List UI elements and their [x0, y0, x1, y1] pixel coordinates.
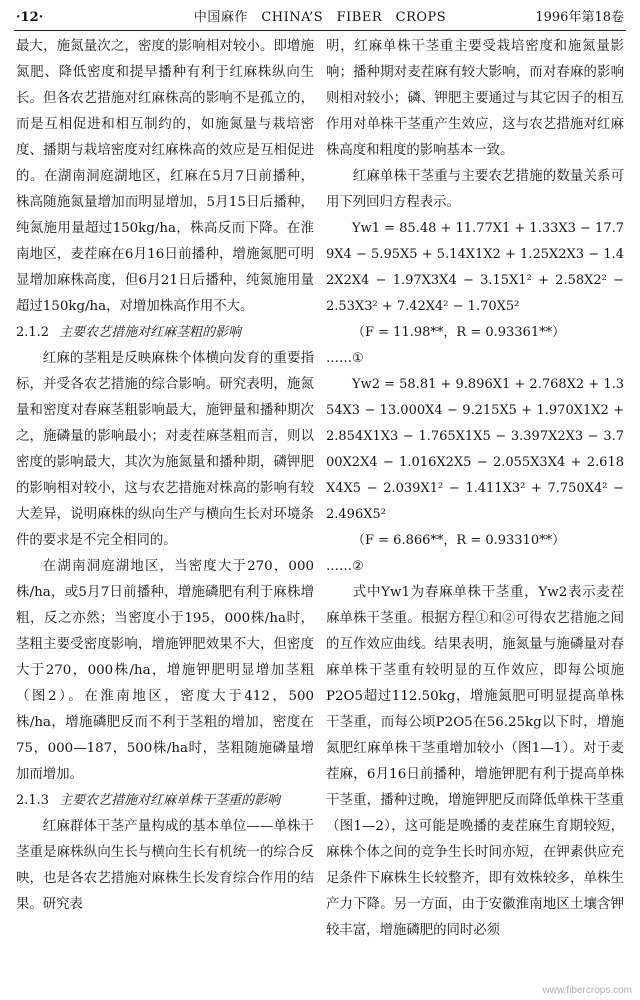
issue-label: 1996年第18卷	[535, 10, 624, 25]
regression-equation-1: Yw1 = 85.48 + 11.77X1 + 1.33X3 − 17.79X4 − 5.95X5 + 5.14X1X2 + 1.25X2X3 − 1.42X2X4 − 1.97X3X4 − 3.15X1² + 2.58X2² − 2.53X3² + 7.42X4² − 1.70X5²	[326, 221, 624, 314]
section-heading-2-1-3	[16, 788, 314, 814]
section-title: 主要农艺措施对红麻茎粗的影响	[59, 325, 242, 340]
paragraph: 式中Yw1为春麻单株干茎重，Yw2表示麦茬麻单株干茎重。根据方程①和②可得农艺措施之间的互作效应曲线。结果表明，施氮量与施磷量对春麻单株干茎重有较明显的互作效应，即每公顷施P2O5超过112.50kg，增施氮肥可明显提高单株干茎重，而每公顷P2O5在56.25kg以下时，增施氮肥红麻单株干茎重增加较小（图1—1）。对于麦茬麻，6月16日前播种，增施钾肥有利于提高单株干茎重，播种过晚，增施钾肥反而降低单株干茎重（图1—2），这可能是晚播的麦茬麻生育期较短，麻株个体之间的竞争生长时间亦短，在钾素供应充足条件下麻株生长较整齐，即有效株较多，单株生产力下降。另一方面，由于安徽淮南地区土壤含钾较丰富，增施磷肥的同时必须	[326, 585, 624, 938]
paragraph: 红麻单株干茎重与主要农艺措施的数量关系可用下列回归方程表示。	[326, 169, 624, 210]
equation-1-statistics: （F = 11.98**，R = 0.93361**）	[352, 325, 566, 340]
equation-2-statistics: （F = 6.866**，R = 0.93310**）	[352, 533, 566, 548]
paragraph: 在湖南洞庭湖地区，当密度大于270，000株/ha，或5月7日前播种，增施磷肥有利于麻株增粗，反之亦然；当密度小于195，000株/ha时，茎粗主要受密度影响，增施钾肥效果不大，但密度大于270，000株/ha，增施钾肥明显增加茎粗（图2）。在淮南地区，密度大于412，500株/ha，增施磷肥反而不利于茎粗的增加，密度在75，000—187，500株/ha时，茎粗随施磷量增加而增加。	[16, 559, 314, 782]
section-number: 2.1.2	[16, 325, 50, 340]
paragraph: 红麻的茎粗是反映麻株个体横向发育的重要指标，并受各农艺措施的综合影响。研究表明，施氮量和密度对春麻茎粗影响最大，施钾量和播种期次之，施磷量的影响最小；对麦茬麻茎粗而言，则以密度的影响最大，其次为施氮量和播种期，磷钾肥的影响相对较小，这与农艺措施对株高的影响有较大差异，说明麻株的纵向生产与横向生长对环境条件的要求是不完全相同的。	[16, 351, 314, 548]
section-heading-2-1-2	[16, 320, 314, 346]
equation-2-label: ……②	[326, 559, 364, 574]
regression-equation-2: Yw2 = 58.81 + 9.896X1 + 2.768X2 + 1.354X3 − 13.000X4 − 9.215X5 + 1.970X1X2 + 2.854X1X3 − 1.765X1X5 − 3.397X2X3 − 3.700X2X4 − 1.016X2X5 − 2.055X3X4 + 2.618X4X5 − 2.039X1² − 1.411X3² + 7.750X4² − 2.496X5²	[326, 377, 624, 522]
section-title: 主要农艺措施对红麻单株干茎重的影响	[59, 793, 281, 808]
running-header	[14, 6, 626, 31]
right-column	[326, 34, 624, 996]
left-column	[16, 34, 314, 996]
paragraph: 最大，施氮量次之，密度的影响相对较小。即增施氮肥、降低密度和提早播种有利于红麻株纵向生长。但各农艺措施对红麻株高的影响不是孤立的，而是互相促进和相互制约的，如施氮量与栽培密度、播期与栽培密度对红麻株高的效应是互相促进的。在湖南洞庭湖地区，红麻在5月7日前播种，株高随施氮量增加而明显增加，5月15日后播种，纯氮施用量超过150kg/ha，株高反而下降。在淮南地区，麦茬麻在6月16日前播种，增施氮肥可明显增加麻株高度，但6月21日后播种，纯氮施用量超过150kg/ha，对增加株高作用不大。	[16, 39, 314, 314]
watermark: www.fibercrops.com	[542, 985, 632, 996]
page-number: ·12·	[16, 10, 44, 25]
paragraph: 红麻群体干茎产量构成的基本单位——单株干茎重是麻株纵向生长与横向生长有机统一的综合反映，也是各农艺措施对麻株生长发育综合作用的结果。研究表	[16, 819, 314, 912]
equation-1-label: ……①	[326, 351, 364, 366]
journal-title: 中国麻作 CHINA’S FIBER CROPS	[193, 10, 447, 25]
paragraph: 明，红麻单株干茎重主要受栽培密度和施氮量影响；播种期对麦茬麻有较大影响，而对春麻的影响则相对较小；磷、钾肥主要通过与其它因子的相互作用对单株干茎重产生效应，这与农艺措施对红麻株高度和粗度的影响基本一致。	[326, 39, 624, 158]
section-number: 2.1.3	[16, 793, 50, 808]
